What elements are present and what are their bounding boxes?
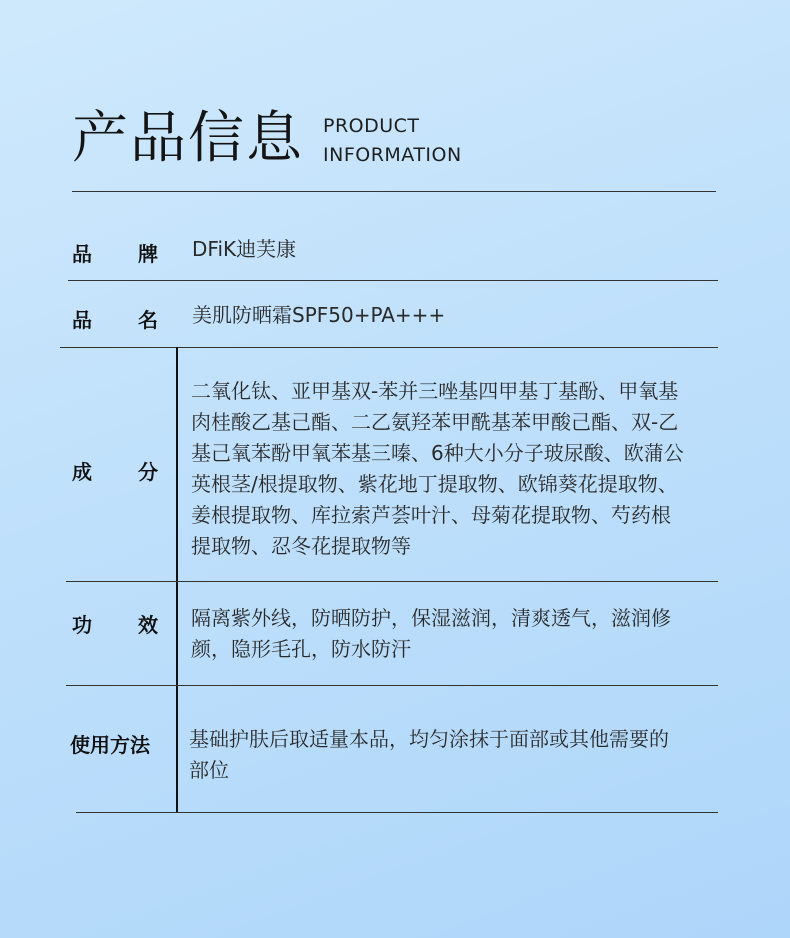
subtitle-line-1: PRODUCT <box>323 115 420 137</box>
table-bottom-line <box>76 812 718 813</box>
brand-label-a: 品 <box>72 242 92 266</box>
header-divider <box>72 191 716 192</box>
ingredients-line: 姜根提取物、库拉索芦荟叶汁、母菊花提取物、芍药根 <box>191 503 671 527</box>
ingredients-label-a: 成 <box>72 460 92 484</box>
name-label-a: 品 <box>72 308 92 332</box>
ingredients-line: 基己氧苯酚甲氧苯基三嗪、6种大小分子玻尿酸、欧蒲公 <box>191 441 684 465</box>
ingredients-line: 二氧化钛、亚甲基双-苯并三唑基四甲基丁基酚、甲氧基 <box>191 379 679 403</box>
usage-line: 部位 <box>189 758 229 782</box>
ingredients-label <box>72 456 158 485</box>
row-divider-1 <box>68 280 718 281</box>
ingredients-value <box>191 376 684 562</box>
effect-line: 隔离紫外线，防晒防护，保湿滋润，清爽透气，滋润修 <box>191 606 671 630</box>
ingredients-line: 肉桂酸乙基己酯、二乙氨羟苯甲酰基苯甲酸己酯、双-乙 <box>191 410 679 434</box>
page-title: 产品信息 <box>72 106 304 171</box>
effect-label <box>72 609 158 638</box>
brand-value: DFiK迪芙康 <box>192 237 297 261</box>
column-divider <box>176 347 178 813</box>
subtitle-line-2: INFORMATION <box>323 144 462 166</box>
effect-value <box>191 603 671 665</box>
effect-label-a: 功 <box>72 613 92 637</box>
usage-value <box>189 724 669 786</box>
brand-label-b: 牌 <box>138 242 158 266</box>
name-label <box>72 304 158 333</box>
row-divider-3 <box>66 581 718 582</box>
effect-line: 颜，隐形毛孔，防水防汗 <box>191 637 411 661</box>
page-subtitle <box>323 112 462 170</box>
ingredients-label-b: 分 <box>138 460 158 484</box>
brand-label <box>72 238 158 267</box>
row-divider-4 <box>66 685 718 686</box>
ingredients-line: 提取物、忍冬花提取物等 <box>191 534 411 558</box>
row-divider-2 <box>60 347 718 348</box>
name-label-b: 名 <box>138 308 158 332</box>
usage-label: 使用方法 <box>70 733 150 757</box>
name-value: 美肌防晒霜SPF50+PA+++ <box>192 303 446 327</box>
usage-line: 基础护肤后取适量本品，均匀涂抹于面部或其他需要的 <box>189 727 669 751</box>
effect-label-b: 效 <box>138 613 158 637</box>
ingredients-line: 英根茎/根提取物、紫花地丁提取物、欧锦葵花提取物、 <box>191 472 678 496</box>
